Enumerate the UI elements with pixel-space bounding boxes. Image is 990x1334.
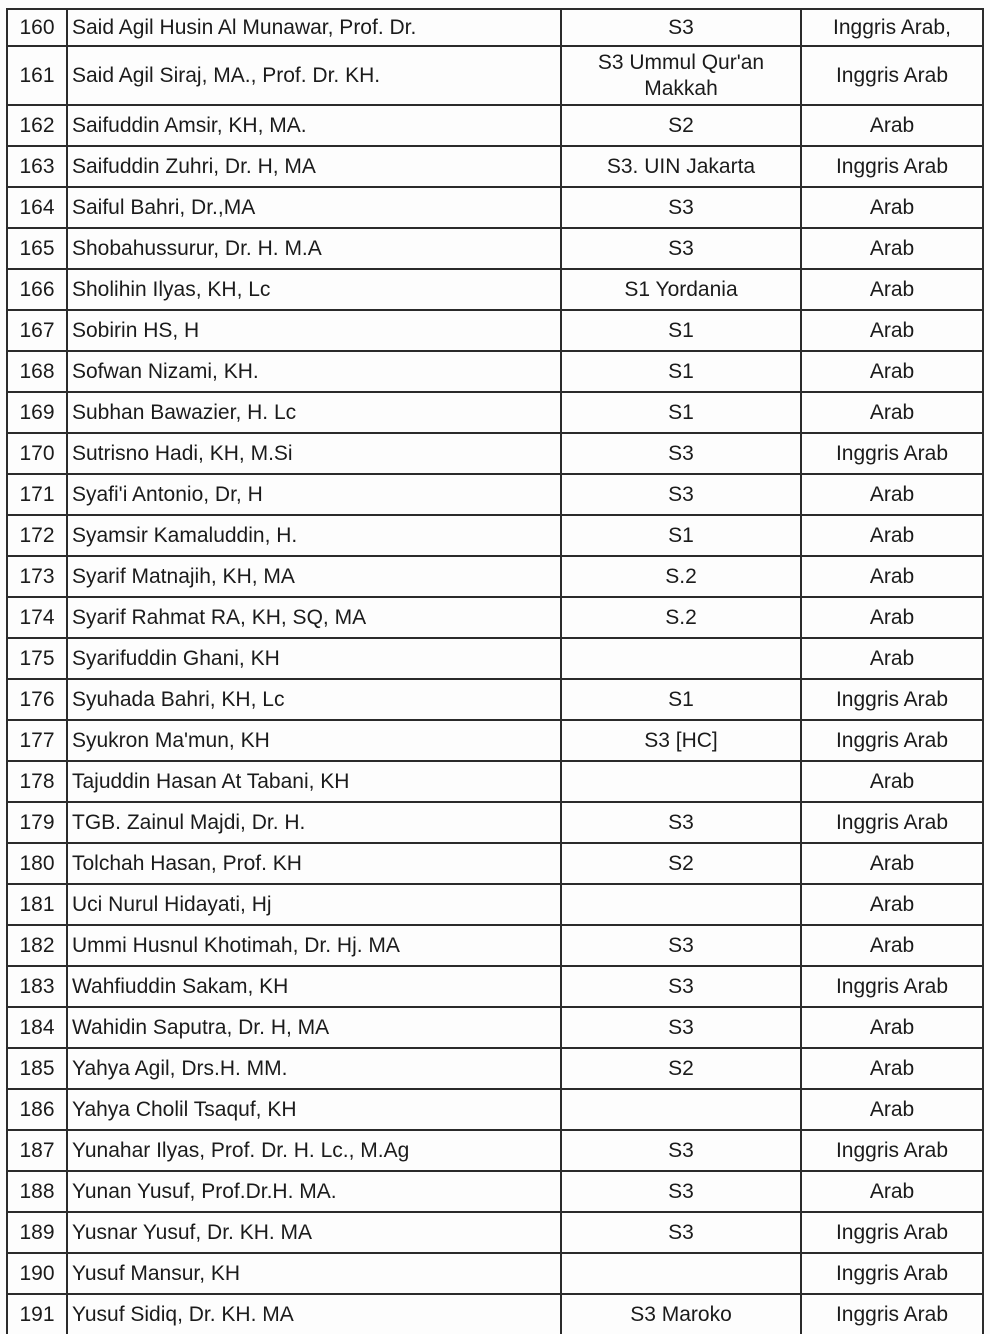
- person-name: Syamsir Kamaluddin, H.: [67, 515, 561, 556]
- table-row: [7, 966, 983, 1007]
- row-number: 184: [7, 1007, 67, 1048]
- table-row: [7, 556, 983, 597]
- person-name: Shobahussurur, Dr. H. M.A: [67, 228, 561, 269]
- person-name: Yahya Cholil Tsaquf, KH: [67, 1089, 561, 1130]
- languages: Arab: [801, 474, 983, 515]
- person-name: Subhan Bawazier, H. Lc: [67, 392, 561, 433]
- education-level: [561, 884, 801, 925]
- education-level: S3: [561, 1007, 801, 1048]
- education-level: S3 Ummul Qur'an Makkah: [561, 46, 801, 105]
- education-level: S.2: [561, 597, 801, 638]
- table-row: [7, 269, 983, 310]
- languages: Inggris Arab: [801, 720, 983, 761]
- person-name: Yunan Yusuf, Prof.Dr.H. MA.: [67, 1171, 561, 1212]
- education-level: [561, 638, 801, 679]
- row-number: 167: [7, 310, 67, 351]
- table-row: [7, 351, 983, 392]
- person-name: Wahidin Saputra, Dr. H, MA: [67, 1007, 561, 1048]
- languages: Arab: [801, 392, 983, 433]
- row-number: 179: [7, 802, 67, 843]
- person-name: Syuhada Bahri, KH, Lc: [67, 679, 561, 720]
- row-number: 176: [7, 679, 67, 720]
- education-level: S3: [561, 187, 801, 228]
- person-name: Syarif Rahmat RA, KH, SQ, MA: [67, 597, 561, 638]
- table-row: [7, 843, 983, 884]
- languages: Arab: [801, 843, 983, 884]
- table-row: [7, 761, 983, 802]
- person-name: Syarif Matnajih, KH, MA: [67, 556, 561, 597]
- row-number: 163: [7, 146, 67, 187]
- row-number: 178: [7, 761, 67, 802]
- languages: Inggris Arab: [801, 433, 983, 474]
- table-row: [7, 433, 983, 474]
- languages: Arab: [801, 1089, 983, 1130]
- table-row: [7, 1048, 983, 1089]
- table-row: [7, 1212, 983, 1253]
- languages: Arab: [801, 556, 983, 597]
- row-number: 172: [7, 515, 67, 556]
- education-level: S3: [561, 925, 801, 966]
- education-level: S2: [561, 843, 801, 884]
- table-row: [7, 187, 983, 228]
- person-name: Yusuf Mansur, KH: [67, 1253, 561, 1294]
- scholars-table: [6, 8, 984, 1334]
- person-name: Yunahar Ilyas, Prof. Dr. H. Lc., M.Ag: [67, 1130, 561, 1171]
- languages: Arab: [801, 925, 983, 966]
- languages: Arab: [801, 351, 983, 392]
- row-number: 165: [7, 228, 67, 269]
- education-level: [561, 1089, 801, 1130]
- table-row: [7, 392, 983, 433]
- table-row: [7, 228, 983, 269]
- education-level: S.2: [561, 556, 801, 597]
- row-number: 180: [7, 843, 67, 884]
- languages: Arab: [801, 310, 983, 351]
- education-level: S1: [561, 351, 801, 392]
- person-name: Yahya Agil, Drs.H. MM.: [67, 1048, 561, 1089]
- row-number: 191: [7, 1294, 67, 1334]
- languages: Arab: [801, 884, 983, 925]
- languages: Inggris Arab: [801, 1212, 983, 1253]
- languages: Inggris Arab: [801, 46, 983, 105]
- person-name: Sobirin HS, H: [67, 310, 561, 351]
- education-level: S2: [561, 1048, 801, 1089]
- languages: Arab: [801, 638, 983, 679]
- education-level: S1 Yordania: [561, 269, 801, 310]
- education-level: S3: [561, 9, 801, 46]
- table-row: [7, 925, 983, 966]
- table-row: [7, 515, 983, 556]
- person-name: Said Agil Husin Al Munawar, Prof. Dr.: [67, 9, 561, 46]
- education-level: S2: [561, 105, 801, 146]
- languages: Arab: [801, 1171, 983, 1212]
- table-row: [7, 46, 983, 105]
- row-number: 183: [7, 966, 67, 1007]
- table-row: [7, 1007, 983, 1048]
- education-level: S1: [561, 392, 801, 433]
- row-number: 160: [7, 9, 67, 46]
- table-row: [7, 679, 983, 720]
- person-name: Saiful Bahri, Dr.,MA: [67, 187, 561, 228]
- row-number: 185: [7, 1048, 67, 1089]
- education-level: S3: [561, 1171, 801, 1212]
- person-name: Syarifuddin Ghani, KH: [67, 638, 561, 679]
- table-row: [7, 310, 983, 351]
- row-number: 173: [7, 556, 67, 597]
- education-level: S3: [561, 433, 801, 474]
- education-level: S1: [561, 310, 801, 351]
- person-name: Said Agil Siraj, MA., Prof. Dr. KH.: [67, 46, 561, 105]
- languages: Inggris Arab: [801, 966, 983, 1007]
- row-number: 187: [7, 1130, 67, 1171]
- languages: Inggris Arab: [801, 1294, 983, 1334]
- table-row: [7, 9, 983, 46]
- languages: Inggris Arab: [801, 802, 983, 843]
- person-name: Sutrisno Hadi, KH, M.Si: [67, 433, 561, 474]
- table-row: [7, 597, 983, 638]
- row-number: 170: [7, 433, 67, 474]
- row-number: 175: [7, 638, 67, 679]
- row-number: 169: [7, 392, 67, 433]
- education-level: S3: [561, 474, 801, 515]
- row-number: 162: [7, 105, 67, 146]
- languages: Arab: [801, 228, 983, 269]
- education-level: [561, 1253, 801, 1294]
- row-number: 181: [7, 884, 67, 925]
- languages: Arab: [801, 515, 983, 556]
- person-name: Tajuddin Hasan At Tabani, KH: [67, 761, 561, 802]
- languages: Inggris Arab: [801, 679, 983, 720]
- row-number: 166: [7, 269, 67, 310]
- table-row: [7, 638, 983, 679]
- row-number: 161: [7, 46, 67, 105]
- person-name: Saifuddin Zuhri, Dr. H, MA: [67, 146, 561, 187]
- row-number: 189: [7, 1212, 67, 1253]
- education-level: S3: [561, 228, 801, 269]
- person-name: Saifuddin Amsir, KH, MA.: [67, 105, 561, 146]
- education-level: S1: [561, 679, 801, 720]
- languages: Inggris Arab: [801, 146, 983, 187]
- person-name: TGB. Zainul Majdi, Dr. H.: [67, 802, 561, 843]
- row-number: 164: [7, 187, 67, 228]
- person-name: Sofwan Nizami, KH.: [67, 351, 561, 392]
- education-level: [561, 761, 801, 802]
- table-body: [7, 9, 983, 1334]
- person-name: Ummi Husnul Khotimah, Dr. Hj. MA: [67, 925, 561, 966]
- languages: Arab: [801, 105, 983, 146]
- row-number: 190: [7, 1253, 67, 1294]
- education-level: S3. UIN Jakarta: [561, 146, 801, 187]
- person-name: Yusnar Yusuf, Dr. KH. MA: [67, 1212, 561, 1253]
- education-level: S3: [561, 1130, 801, 1171]
- table-row: [7, 1253, 983, 1294]
- languages: Inggris Arab: [801, 1253, 983, 1294]
- education-level: S3: [561, 966, 801, 1007]
- person-name: Yusuf Sidiq, Dr. KH. MA: [67, 1294, 561, 1334]
- table-row: [7, 802, 983, 843]
- row-number: 186: [7, 1089, 67, 1130]
- row-number: 168: [7, 351, 67, 392]
- table-row: [7, 1089, 983, 1130]
- row-number: 174: [7, 597, 67, 638]
- person-name: Tolchah Hasan, Prof. KH: [67, 843, 561, 884]
- education-level: S3 [HC]: [561, 720, 801, 761]
- education-level: S1: [561, 515, 801, 556]
- row-number: 188: [7, 1171, 67, 1212]
- languages: Arab: [801, 1007, 983, 1048]
- person-name: Sholihin Ilyas, KH, Lc: [67, 269, 561, 310]
- languages: Arab: [801, 187, 983, 228]
- education-level: S3: [561, 1212, 801, 1253]
- person-name: Uci Nurul Hidayati, Hj: [67, 884, 561, 925]
- languages: Arab: [801, 597, 983, 638]
- table-row: [7, 1294, 983, 1334]
- table-row: [7, 720, 983, 761]
- table-row: [7, 105, 983, 146]
- person-name: Syukron Ma'mun, KH: [67, 720, 561, 761]
- table-row: [7, 474, 983, 515]
- table-row: [7, 1130, 983, 1171]
- person-name: Wahfiuddin Sakam, KH: [67, 966, 561, 1007]
- languages: Inggris Arab: [801, 1130, 983, 1171]
- languages: Arab: [801, 1048, 983, 1089]
- languages: Arab: [801, 761, 983, 802]
- row-number: 177: [7, 720, 67, 761]
- person-name: Syafi'i Antonio, Dr, H: [67, 474, 561, 515]
- languages: Inggris Arab,: [801, 9, 983, 46]
- row-number: 171: [7, 474, 67, 515]
- education-level: S3 Maroko: [561, 1294, 801, 1334]
- table-row: [7, 1171, 983, 1212]
- table-row: [7, 146, 983, 187]
- education-level: S3: [561, 802, 801, 843]
- languages: Arab: [801, 269, 983, 310]
- table-row: [7, 884, 983, 925]
- row-number: 182: [7, 925, 67, 966]
